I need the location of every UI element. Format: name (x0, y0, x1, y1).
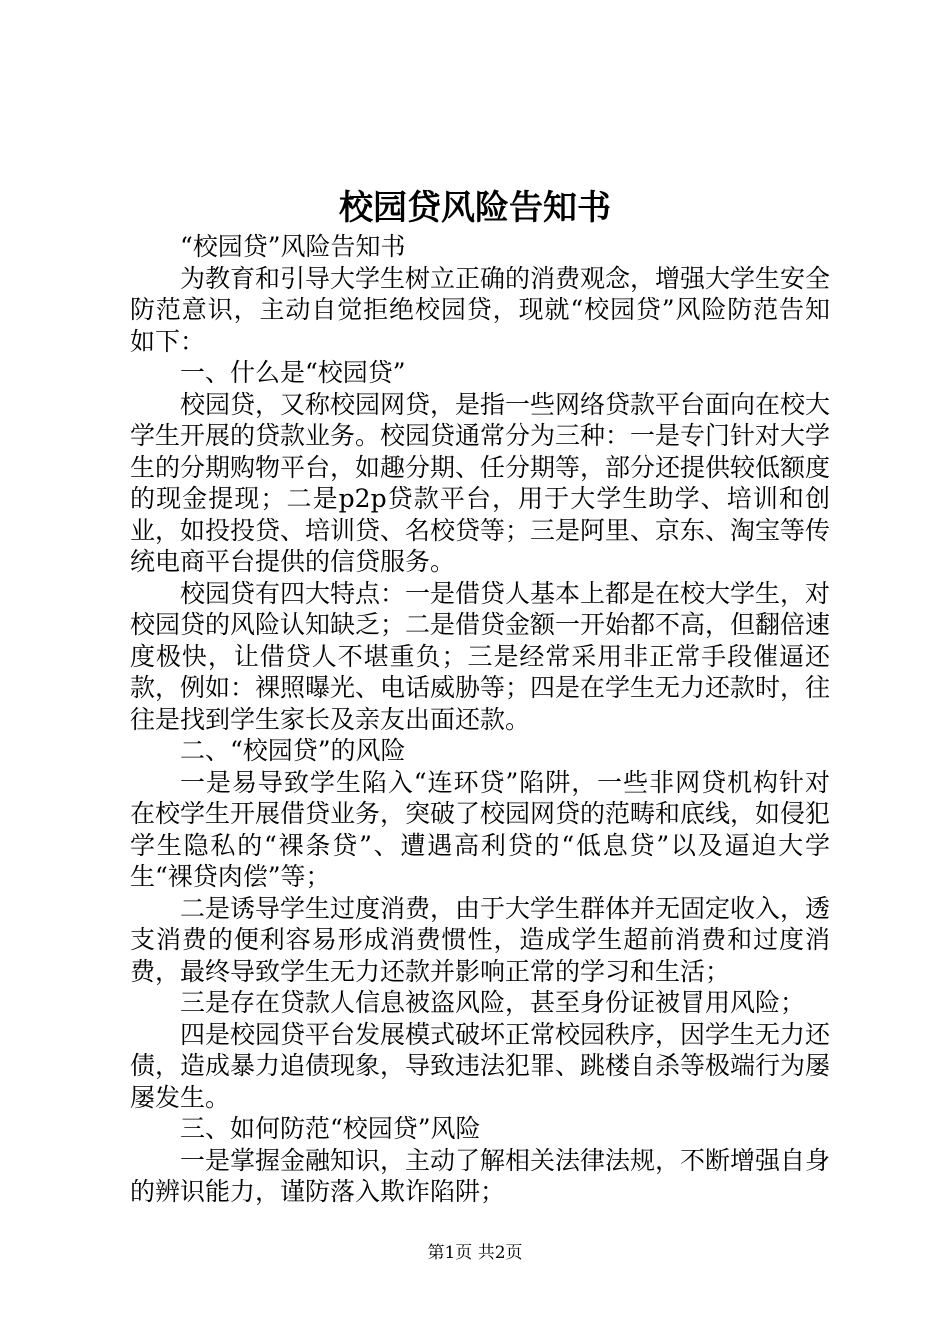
paragraph: 一是掌握金融知识，主动了解相关法律法规，不断增强自身的辨识能力，谨防落入欺诈陷阱； (130, 1145, 831, 1206)
document-title: 校园贷风险告知书 (339, 188, 611, 228)
paragraph: 一是易导致学生陷入“连环贷”陷阱，一些非网贷机构针对在校学生开展借贷业务，突破了校园网贷的范畴和底线，如侵犯学生隐私的“裸条贷”、遭遇高利贷的“低息贷”以及逼迫大学生“裸贷肉偿”等； (130, 767, 831, 891)
document-body (130, 231, 830, 1208)
paragraph: 校园贷有四大特点：一是借贷人基本上都是在校大学生，对校园贷的风险认知缺乏；二是借贷金额一开始都不高，但翻倍速度极快，让借贷人不堪重负；三是经常采用非正常手段催逼还款，例如：裸照曝光、电话威胁等；四是在学生无力还款时，往往是找到学生家长及亲友出面还款。 (130, 578, 831, 734)
page-footer: 第1页 共2页 (427, 1243, 523, 1263)
paragraph: 四是校园贷平台发展模式破坏正常校园秩序，因学生无力还债，造成暴力追债现象，导致违法犯罪、跳楼自杀等极端行为屡屡发生。 (130, 1019, 831, 1112)
paragraph: 二是诱导学生过度消费，由于大学生群体并无固定收入，透支消费的便利容易形成消费惯性，造成学生超前消费和过度消费，最终导致学生无力还款并影响正常的学习和生活； (130, 893, 831, 986)
paragraph: “校园贷”风险告知书 (180, 232, 406, 261)
section-heading: 二、“校园贷”的风险 (180, 736, 406, 765)
paragraph: 为教育和引导大学生树立正确的消费观念，增强大学生安全防范意识，主动自觉拒绝校园贷，现就“校园贷”风险防范告知如下： (130, 263, 831, 356)
paragraph: 三是存在贷款人信息被盗风险，甚至身份证被冒用风险； (180, 988, 806, 1017)
section-heading: 三、如何防范“校园贷”风险 (180, 1114, 481, 1143)
section-heading: 一、什么是“校园贷” (180, 358, 406, 387)
paragraph: 校园贷，又称校园网贷，是指一些网络贷款平台面向在校大学生开展的贷款业务。校园贷通常分为三种：一是专门针对大学生的分期购物平台，如趣分期、任分期等，部分还提供较低额度的现金提现；二是p2p贷款平台，用于大学生助学、培训和创业，如投投贷、培训贷、名校贷等；三是阿里、京东、淘宝等传统电商平台提供的信贷服务。 (130, 389, 831, 576)
